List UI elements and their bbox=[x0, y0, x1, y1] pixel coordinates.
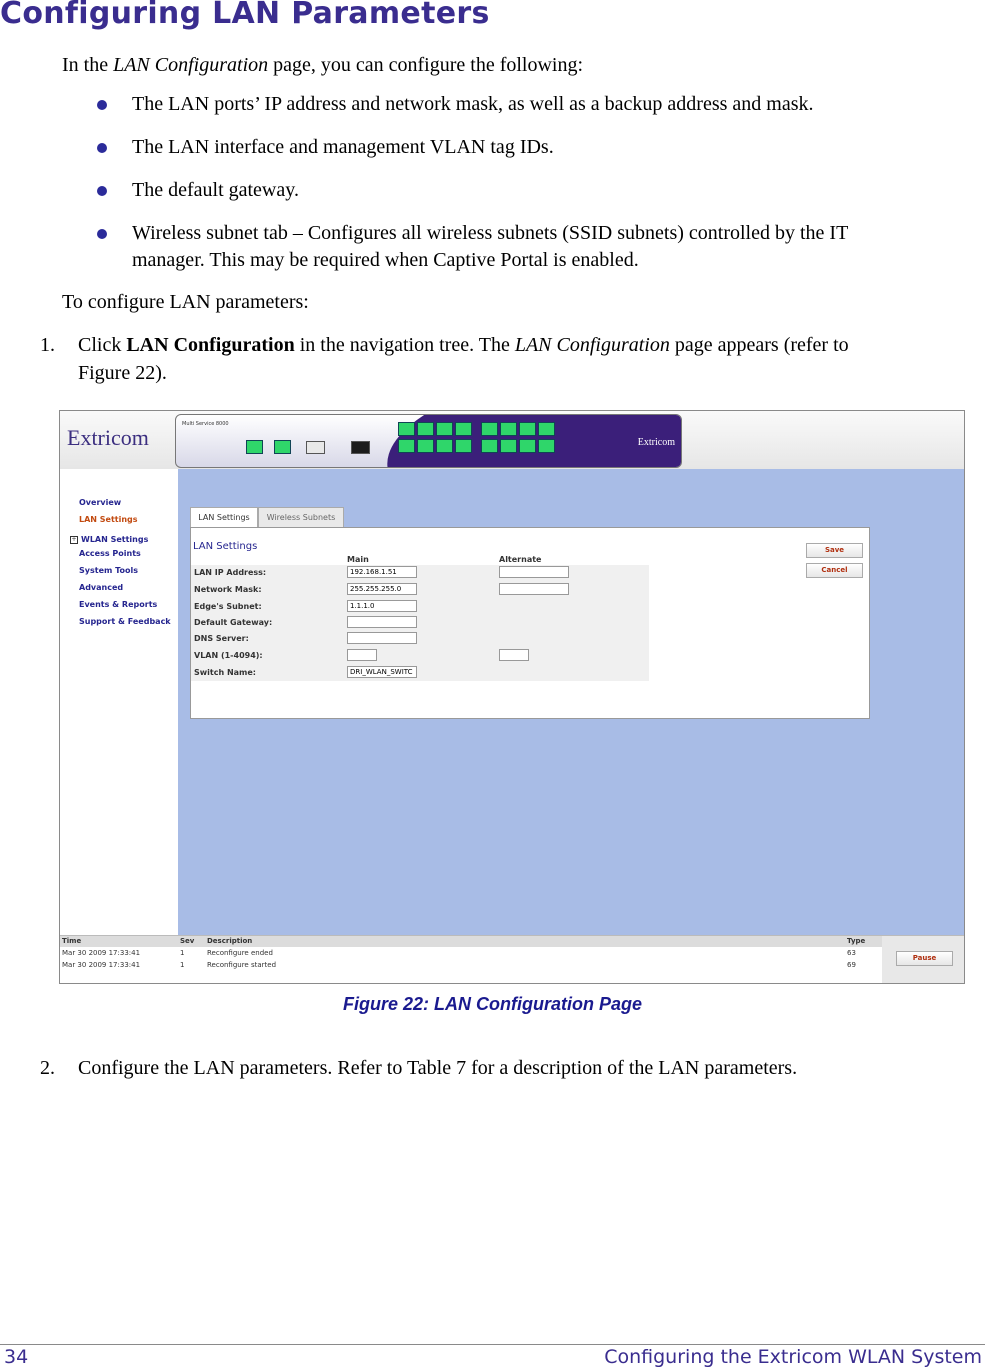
nav-events-reports[interactable]: Events & Reports bbox=[79, 600, 158, 609]
bullet-icon bbox=[97, 143, 107, 153]
dns-server-input[interactable] bbox=[347, 632, 417, 644]
log-row-time: Mar 30 2009 17:33:41 bbox=[62, 949, 141, 957]
step-1-number: 1. bbox=[40, 334, 55, 356]
intro-page-name: LAN Configuration bbox=[113, 54, 269, 76]
navigation-tree bbox=[60, 469, 179, 935]
step-1-bold: LAN Configuration bbox=[126, 334, 295, 356]
nav-access-points[interactable]: Access Points bbox=[79, 549, 141, 558]
label-vlan: VLAN (1-4094): bbox=[194, 651, 263, 660]
lan-settings-panel bbox=[190, 527, 870, 719]
bullet-item-continued: manager. This may be required when Captive Portal is enabled. bbox=[132, 249, 639, 271]
lan-configuration-screenshot bbox=[59, 410, 965, 984]
port-icon bbox=[455, 422, 472, 436]
port-icon bbox=[538, 439, 555, 453]
intro-paragraph bbox=[62, 52, 583, 79]
log-row-time: Mar 30 2009 17:33:41 bbox=[62, 961, 141, 969]
step-1-text-line2: Figure 22). bbox=[78, 362, 167, 384]
page-number: 34 bbox=[4, 1346, 29, 1368]
port-icon bbox=[436, 422, 453, 436]
switch-name-input[interactable]: DRI_WLAN_SWITC bbox=[347, 666, 417, 678]
label-netmask: Network Mask: bbox=[194, 585, 262, 594]
device-brand: Extricom bbox=[637, 437, 675, 448]
figure-caption: Figure 22: LAN Configuration Page bbox=[342, 994, 642, 1014]
main-content bbox=[178, 469, 964, 935]
bullet-icon bbox=[97, 229, 107, 239]
port-icon bbox=[500, 422, 517, 436]
save-button[interactable]: Save bbox=[806, 543, 863, 558]
port-icon bbox=[538, 422, 555, 436]
nav-lan-settings[interactable]: LAN Settings bbox=[79, 515, 138, 524]
log-col-time: Time bbox=[62, 937, 82, 945]
log-row-sev: 1 bbox=[180, 949, 185, 957]
step-1-post: page appears (refer to bbox=[669, 334, 849, 356]
footer-rule bbox=[0, 1344, 985, 1345]
label-lan-ip: LAN IP Address: bbox=[194, 568, 267, 577]
port-icon bbox=[500, 439, 517, 453]
log-row-type: 69 bbox=[847, 961, 856, 969]
log-col-type: Type bbox=[847, 937, 866, 945]
panel-title: LAN Settings bbox=[193, 541, 258, 552]
column-alternate: Alternate bbox=[499, 555, 542, 564]
intro-pre: In the bbox=[62, 54, 114, 76]
step-1-pre: Click bbox=[78, 334, 127, 356]
event-log bbox=[60, 935, 964, 984]
port-icon bbox=[481, 439, 498, 453]
port-icon bbox=[351, 441, 370, 454]
step-1-mid: in the navigation tree. The bbox=[294, 334, 515, 356]
bullet-item: Wireless subnet tab – Configures all wireless subnets (SSID subnets) controlled by the IT bbox=[132, 222, 849, 244]
step-2-text: Configure the LAN parameters. Refer to Table 7 for a description of the LAN parameters. bbox=[78, 1057, 798, 1079]
nav-overview[interactable]: Overview bbox=[79, 498, 122, 507]
tab-wireless-subnets[interactable]: Wireless Subnets bbox=[258, 507, 344, 528]
nav-system-tools[interactable]: System Tools bbox=[79, 566, 138, 575]
label-default-gateway: Default Gateway: bbox=[194, 618, 273, 627]
cancel-button[interactable]: Cancel bbox=[806, 563, 863, 578]
default-gateway-input[interactable] bbox=[347, 616, 417, 628]
footer-title: Configuring the Extricom WLAN System bbox=[604, 1346, 982, 1368]
log-row-description: Reconfigure ended bbox=[207, 949, 273, 957]
port-icon bbox=[398, 422, 415, 436]
port-icon bbox=[519, 439, 536, 453]
label-switch-name: Switch Name: bbox=[194, 668, 256, 677]
log-row-sev: 1 bbox=[180, 961, 185, 969]
intro-post: page, you can configure the following: bbox=[268, 54, 584, 76]
expand-plus-icon[interactable]: + bbox=[71, 536, 77, 543]
tab-lan-settings[interactable]: LAN Settings bbox=[190, 507, 258, 529]
step-2-number: 2. bbox=[40, 1057, 55, 1079]
bullet-item: The default gateway. bbox=[132, 179, 299, 201]
bullet-icon bbox=[97, 100, 107, 110]
port-icon bbox=[481, 422, 498, 436]
label-edge-subnet: Edge's Subnet: bbox=[194, 602, 262, 611]
port-icon bbox=[398, 439, 415, 453]
bullet-item: The LAN ports’ IP address and network mask, as well as a backup address and mask. bbox=[132, 93, 814, 115]
netmask-main-input[interactable]: 255.255.255.0 bbox=[347, 583, 417, 595]
pause-button[interactable]: Pause bbox=[896, 951, 953, 966]
nav-advanced[interactable]: Advanced bbox=[79, 583, 124, 592]
port-icon bbox=[436, 439, 453, 453]
log-col-sev: Sev bbox=[180, 937, 195, 945]
nav-wlan-settings[interactable]: WLAN Settings bbox=[81, 535, 149, 544]
log-col-description: Description bbox=[207, 937, 253, 945]
netmask-alt-input[interactable] bbox=[499, 583, 569, 595]
port-icon bbox=[455, 439, 472, 453]
column-main: Main bbox=[347, 555, 369, 564]
port-icon bbox=[417, 439, 434, 453]
banner bbox=[60, 411, 964, 469]
port-icon bbox=[274, 440, 291, 454]
nav-support-feedback[interactable]: Support & Feedback bbox=[79, 617, 171, 626]
port-icon bbox=[246, 440, 263, 454]
port-icon bbox=[417, 422, 434, 436]
bullet-item: The LAN interface and management VLAN tag IDs. bbox=[132, 136, 554, 158]
log-row-type: 63 bbox=[847, 949, 856, 957]
step-1-italic: LAN Configuration bbox=[514, 334, 670, 356]
bullet-icon bbox=[97, 186, 107, 196]
to-configure-text: To configure LAN parameters: bbox=[62, 291, 309, 313]
vlan-main-input[interactable] bbox=[347, 649, 377, 661]
step-1-text bbox=[78, 332, 849, 359]
switch-panel-image bbox=[175, 414, 682, 468]
extricom-logo: Extricom bbox=[67, 425, 149, 450]
device-label: Multi Service 8000 bbox=[182, 421, 229, 427]
port-icon bbox=[519, 422, 536, 436]
page-title: Configuring LAN Parameters bbox=[0, 0, 490, 31]
lan-ip-main-input[interactable]: 192.168.1.51 bbox=[347, 566, 417, 578]
vlan-alt-input[interactable] bbox=[499, 649, 529, 661]
edge-subnet-input[interactable]: 1.1.1.0 bbox=[347, 600, 417, 612]
lan-ip-alt-input[interactable] bbox=[499, 566, 569, 578]
label-dns-server: DNS Server: bbox=[194, 634, 249, 643]
port-icon bbox=[306, 441, 325, 454]
fields-area bbox=[191, 565, 649, 681]
log-row-description: Reconfigure started bbox=[207, 961, 277, 969]
log-controls bbox=[882, 936, 964, 984]
